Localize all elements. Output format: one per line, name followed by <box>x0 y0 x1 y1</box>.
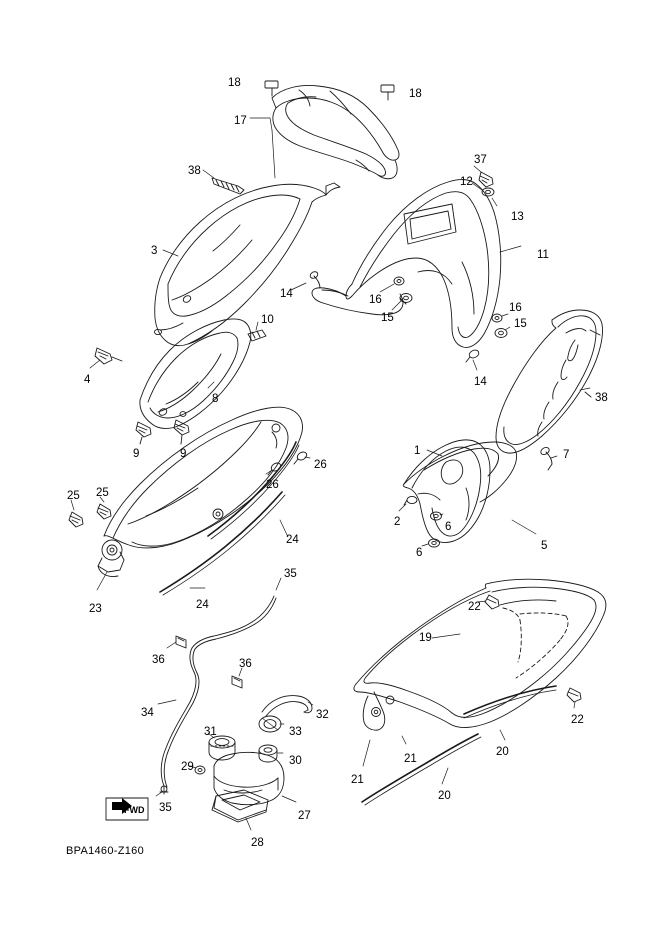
part-27-tank-assembly <box>156 578 313 830</box>
callout-3: 3 <box>151 245 158 257</box>
callout-11: 11 <box>537 249 549 261</box>
callout-18: 18 <box>228 77 241 89</box>
clamp-36-right <box>232 676 242 688</box>
screw-9-right <box>174 420 189 444</box>
part-23-lower-frame <box>69 407 310 595</box>
callout-37: 37 <box>474 154 487 166</box>
bolt-18-right <box>381 85 394 100</box>
callout-25: 25 <box>96 487 109 499</box>
callout-15: 15 <box>514 318 527 330</box>
callout-4: 4 <box>84 374 91 386</box>
fastener-7 <box>540 446 552 470</box>
callout-19: 19 <box>419 632 432 644</box>
callout-32: 32 <box>316 709 329 721</box>
callout-12: 12 <box>460 176 473 188</box>
fastener-15-left <box>400 294 412 305</box>
part-3-side-cover <box>90 170 340 368</box>
callout-33: 33 <box>289 726 302 738</box>
callout-17: 17 <box>234 115 247 127</box>
screw-37 <box>474 166 493 187</box>
nut-29 <box>195 766 205 774</box>
cap-31 <box>209 736 235 760</box>
callout-21: 21 <box>351 774 364 786</box>
callout-8: 8 <box>212 393 219 405</box>
callout-26: 26 <box>266 479 279 491</box>
screw-9-left <box>136 422 151 444</box>
screw-25-left <box>69 512 83 527</box>
callout-6: 6 <box>445 521 452 533</box>
callout-38: 38 <box>595 392 608 404</box>
part-5-right-cover <box>399 440 557 547</box>
screw-4 <box>95 348 122 364</box>
fastener-6-lower <box>429 539 440 547</box>
clip-22-lower <box>567 688 581 702</box>
clamp-36-left <box>176 636 186 648</box>
ring-33 <box>259 716 281 732</box>
callout-14: 14 <box>280 288 293 300</box>
callout-6: 6 <box>416 547 423 559</box>
callout-34: 34 <box>141 707 154 719</box>
bolt-18-left <box>265 81 278 96</box>
callout-36: 36 <box>239 658 252 670</box>
part-code-label: BPA1460-Z160 <box>66 845 145 857</box>
callout-29: 29 <box>181 761 194 773</box>
callout-24: 24 <box>286 534 299 546</box>
callout-10: 10 <box>261 314 274 326</box>
callout-14: 14 <box>474 376 487 388</box>
callout-36: 36 <box>152 654 165 666</box>
callout-26: 26 <box>314 459 327 471</box>
callout-35: 35 <box>159 802 172 814</box>
callout-22: 22 <box>571 714 584 726</box>
callout-23: 23 <box>89 603 102 615</box>
callout-21: 21 <box>404 753 417 765</box>
callout-1: 1 <box>414 445 421 457</box>
callout-27: 27 <box>298 810 311 822</box>
callout-30: 30 <box>289 755 302 767</box>
callout-24: 24 <box>196 599 209 611</box>
part-11-upper-cover <box>291 166 521 370</box>
callout-18: 18 <box>409 88 422 100</box>
fastener-6-upper <box>431 512 442 520</box>
callout-31: 31 <box>204 726 217 738</box>
callout-5: 5 <box>541 540 548 552</box>
cap-30 <box>259 745 277 762</box>
fwd-label: FWD <box>124 805 145 815</box>
callout-20: 20 <box>496 746 509 758</box>
part-17-grab-handle <box>250 81 399 179</box>
bracket-28 <box>212 790 268 822</box>
callout-15: 15 <box>381 312 394 324</box>
part-38-decal-strip <box>496 310 603 453</box>
fastener-16-right <box>492 314 502 322</box>
clip-22-upper <box>485 595 499 609</box>
callout-16: 16 <box>369 294 382 306</box>
callout-9: 9 <box>133 448 140 460</box>
callout-7: 7 <box>563 449 570 461</box>
callout-16: 16 <box>509 302 522 314</box>
callout-25: 25 <box>67 490 80 502</box>
callout-13: 13 <box>511 211 524 223</box>
callout-20: 20 <box>438 790 451 802</box>
callout-9: 9 <box>180 448 187 460</box>
screw-25-right <box>97 504 111 519</box>
callout-28: 28 <box>251 837 264 849</box>
fastener-16-left <box>394 277 404 285</box>
callout-2: 2 <box>394 516 401 528</box>
callout-38: 38 <box>188 165 201 177</box>
callout-35: 35 <box>284 568 297 580</box>
callout-22: 22 <box>468 601 481 613</box>
fastener-14-left <box>309 270 320 288</box>
